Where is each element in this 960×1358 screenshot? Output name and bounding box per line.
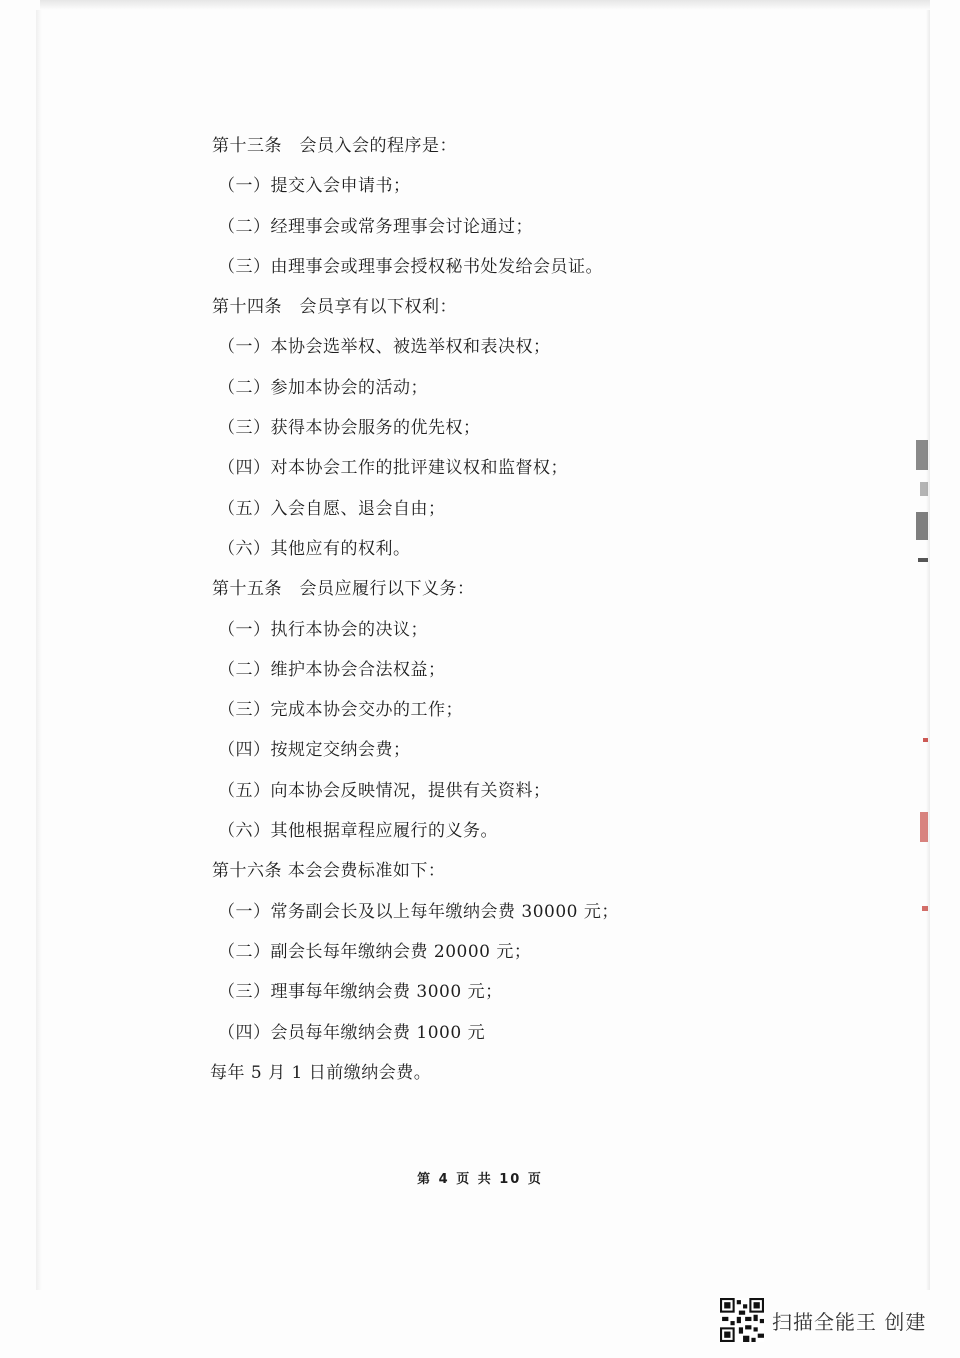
bleed-mark bbox=[918, 558, 928, 562]
page-number: 第 4 页 共 10 页 bbox=[417, 1172, 543, 1187]
list-item: （二）经理事会或常务理事会讨论通过； bbox=[218, 216, 533, 237]
document-body bbox=[210, 126, 810, 1093]
watermark-text: 扫描全能王 创建 bbox=[772, 1309, 927, 1334]
list-item: （六）其他应有的权利。 bbox=[218, 538, 411, 559]
fee-deadline-note: 每年 5 月 1 日前缴纳会费。 bbox=[210, 1062, 432, 1083]
list-item: （四）会员每年缴纳会费 1000 元 bbox=[218, 1022, 486, 1043]
list-item: （一）提交入会申请书； bbox=[218, 176, 411, 197]
list-item: （六）其他根据章程应履行的义务。 bbox=[218, 821, 498, 842]
article-heading: 第十五条 会员应履行以下义务： bbox=[212, 579, 475, 600]
list-item: （一）本协会选举权、被选举权和表决权； bbox=[218, 337, 551, 358]
bleed-mark bbox=[922, 906, 928, 911]
bleed-mark bbox=[916, 512, 928, 540]
list-item: （二）维护本协会合法权益； bbox=[218, 659, 446, 680]
scan-edge-right bbox=[926, 10, 930, 1290]
bleed-mark bbox=[920, 812, 928, 842]
list-item: （三）完成本协会交办的工作； bbox=[218, 700, 463, 721]
scan-edge-top bbox=[40, 0, 930, 10]
qr-code-icon bbox=[720, 1298, 764, 1342]
list-item: （一）执行本协会的决议； bbox=[218, 619, 428, 640]
list-item: （五）向本协会反映情况，提供有关资料； bbox=[218, 780, 551, 801]
article-heading: 第十四条 会员享有以下权利： bbox=[212, 297, 457, 318]
list-item: （四）对本协会工作的批评建议权和监督权； bbox=[218, 458, 568, 479]
bleed-mark bbox=[916, 440, 928, 470]
scanner-watermark bbox=[720, 1298, 926, 1342]
list-item: （三）获得本协会服务的优先权； bbox=[218, 418, 481, 439]
scan-edge-left bbox=[36, 10, 42, 1290]
list-item: （三）由理事会或理事会授权秘书处发给会员证。 bbox=[218, 256, 603, 277]
list-item: （四）按规定交纳会费； bbox=[218, 740, 411, 761]
list-item: （一）常务副会长及以上每年缴纳会费 30000 元； bbox=[218, 901, 619, 922]
list-item: （三）理事每年缴纳会费 3000 元； bbox=[218, 982, 503, 1003]
list-item: （二）参加本协会的活动； bbox=[218, 377, 428, 398]
list-item: （二）副会长每年缴纳会费 20000 元； bbox=[218, 941, 532, 962]
article-heading: 第十三条 会员入会的程序是： bbox=[212, 136, 457, 156]
list-item: （五）入会自愿、退会自由； bbox=[218, 498, 446, 519]
bleed-mark bbox=[923, 738, 928, 742]
bleed-mark bbox=[920, 482, 928, 496]
article-heading: 第十六条 本会会费标准如下： bbox=[212, 861, 446, 882]
